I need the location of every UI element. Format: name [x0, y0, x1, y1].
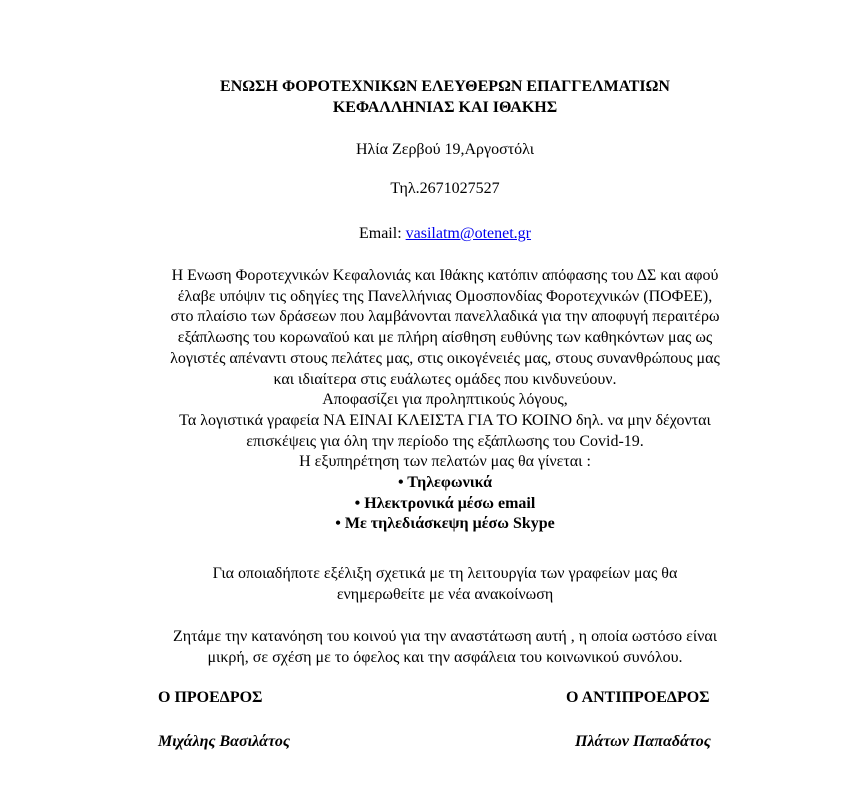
- paragraph-line: Ζητάμε την κατανόηση του κοινού για την αναστάτωση αυτή , η οποία ωστόσο είναι: [172, 628, 718, 645]
- closing-paragraph: [0, 627, 850, 668]
- vice-president-title: Ο ΑΝΤΙΠΡΟΕΔΡΟΣ: [566, 689, 710, 706]
- paragraph-line: ενημερωθείτε με νέα ανακοίνωση: [336, 585, 554, 603]
- updates-paragraph: [0, 564, 850, 605]
- body-line: επισκέψεις για όλη την περίοδο της εξάπλωσης του Covid-19.: [246, 432, 644, 450]
- body-line: στο πλαίσιο των δράσεων που λαμβάνονται πανελλαδικά για την αποφυγή περαιτέρω: [170, 308, 720, 326]
- body-line: έλαβε υπόψιν τις οδηγίες της Πανελλήνιας Ομοσπονδίας Φοροτεχνικών (ΠΟΦΕΕ),: [177, 287, 713, 305]
- email-link[interactable]: vasilatm@otenet.gr: [405, 225, 532, 242]
- title-line-2: ΚΕΦΑΛΛΗΝΙΑΣ ΚΑΙ ΙΘΑΚΗΣ: [332, 99, 558, 116]
- body-line: Η Ενωση Φοροτεχνικών Κεφαλονιάς και Ιθάκης κατόπιν απόφασης του ΔΣ και αφού: [171, 267, 719, 284]
- service-bullets: [0, 473, 850, 535]
- title-line-1: ΕΝΩΣΗ ΦΟΡΟΤΕΧΝΙΚΩΝ ΕΛΕΥΘΕΡΩΝ ΕΠΑΓΓΕΛΜΑΤΙΩΝ: [220, 78, 670, 95]
- president-title: Ο ΠΡΟΕΔΡΟΣ: [158, 689, 263, 706]
- body-line: Τα λογιστικά γραφεία ΝΑ ΕΙΝΑΙ ΚΛΕΙΣΤΑ ΓΙΑ ΤΟ ΚΟΙΝΟ δηλ. να μην δέχονται: [179, 411, 711, 429]
- body-line: Η εξυπηρέτηση των πελατών μας θα γίνεται :: [299, 453, 591, 471]
- document-title: [0, 76, 850, 118]
- bullet-item: • Ηλεκτρονικά μέσω email: [354, 494, 536, 512]
- paragraph-line: Για οποιαδήποτε εξέλιξη σχετικά με τη λειτουργία των γραφείων μας θα: [212, 565, 678, 582]
- announcement-body: [0, 266, 850, 535]
- body-line: λογιστές απέναντι στους πελάτες μας, στις οικογένειές μας, στους συνανθρώπους μας: [170, 349, 720, 367]
- body-line: εξάπλωσης του κορωναϊού και με πλήρη αίσθηση ευθύνης των καθηκόντων μας ως: [177, 329, 713, 347]
- paragraph-line: μικρή, σε σχέση με το όφελος και την ασφάλεια του κοινωνικού συνόλου.: [207, 648, 683, 666]
- president-name: Μιχάλης Βασιλάτος: [158, 733, 291, 750]
- email-label: Email:: [358, 225, 406, 242]
- phone: Τηλ.2671027527: [390, 180, 500, 197]
- bullet-item: • Τηλεφωνικά: [397, 474, 493, 492]
- body-line: και ιδιαίτερα στις ευάλωτες ομάδες που κινδυνεύουν.: [273, 370, 617, 388]
- body-line: Αποφασίζει για προληπτικούς λόγους,: [322, 391, 568, 409]
- bullet-item: • Με τηλεδιάσκεψη μέσω Skype: [335, 515, 555, 533]
- address: Ηλία Ζερβού 19,Αργοστόλι: [355, 141, 535, 158]
- email-line: [0, 224, 850, 244]
- vice-president-name: Πλάτων Παπαδάτος: [575, 733, 711, 750]
